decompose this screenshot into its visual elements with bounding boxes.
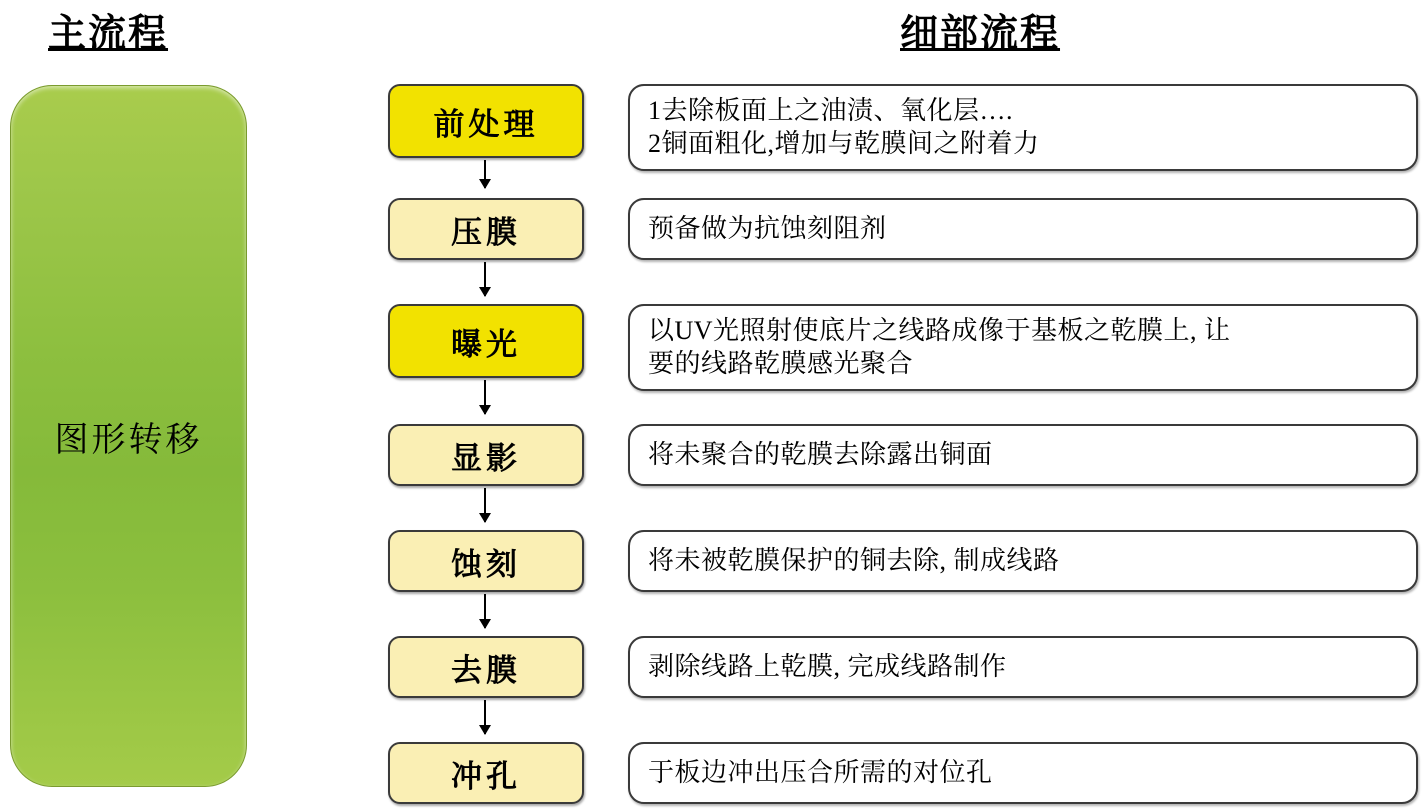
flow-connector-arrow: [484, 380, 486, 414]
flow-row: [388, 636, 1418, 706]
main-process-block: [10, 85, 247, 787]
step-box-developing[interactable]: 显影: [388, 424, 584, 486]
step-description-developing: [628, 424, 1418, 486]
desc-line: 2铜面粗化,增加与乾膜间之附着力: [648, 129, 1040, 159]
process-flow: [388, 84, 1418, 812]
flow-connector-arrow: [484, 262, 486, 296]
step-box-lamination[interactable]: 压膜: [388, 198, 584, 260]
flow-row: [388, 84, 1418, 168]
step-description-exposure: [628, 304, 1418, 391]
detail-process-heading: 细部流程: [900, 13, 1061, 55]
flow-row: [388, 424, 1418, 494]
desc-line: 将未聚合的乾膜去除露出铜面: [648, 440, 993, 470]
flow-connector-arrow: [484, 160, 486, 188]
flow-row: [388, 304, 1418, 388]
desc-line: 剥除线路上乾膜, 完成线路制作: [648, 652, 1007, 682]
desc-line: 以UV光照射使底片之线路成像于基板之乾膜上, 让: [648, 316, 1231, 345]
flow-connector-arrow: [484, 700, 486, 734]
desc-line: 1去除板面上之油渍、氧化层….: [648, 96, 1014, 125]
step-description-punching: [628, 742, 1418, 804]
desc-line: 于板边冲出压合所需的对位孔: [648, 758, 993, 788]
step-box-etching[interactable]: 蚀刻: [388, 530, 584, 592]
step-description-pretreatment: [628, 84, 1418, 171]
step-box-punching[interactable]: 冲孔: [388, 742, 584, 804]
flow-connector-arrow: [484, 594, 486, 628]
step-description-etching: [628, 530, 1418, 592]
step-box-stripping[interactable]: 去膜: [388, 636, 584, 698]
step-box-pretreatment[interactable]: 前处理: [388, 84, 584, 158]
main-process-heading: 主流程: [48, 13, 169, 55]
desc-line: 将未被乾膜保护的铜去除, 制成线路: [648, 546, 1060, 576]
desc-line: 预备做为抗蚀刻阻剂: [648, 214, 887, 244]
step-description-lamination: [628, 198, 1418, 260]
flow-row: [388, 530, 1418, 600]
step-description-stripping: [628, 636, 1418, 698]
flow-row: [388, 742, 1418, 812]
flow-row: [388, 198, 1418, 268]
step-box-exposure[interactable]: 曝光: [388, 304, 584, 378]
desc-line: 要的线路乾膜感光聚合: [648, 349, 914, 379]
main-process-label: 图形转移: [54, 421, 203, 459]
flow-connector-arrow: [484, 488, 486, 522]
